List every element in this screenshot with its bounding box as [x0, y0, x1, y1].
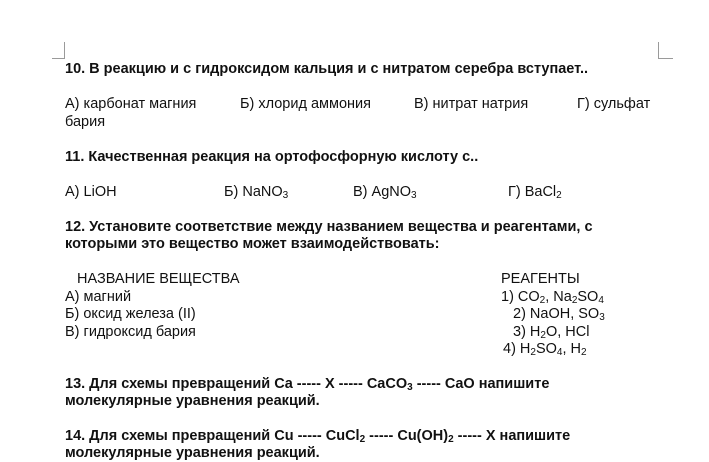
q10-option-b: Б) хлорид аммония: [240, 96, 371, 112]
q12-substance-header: НАЗВАНИЕ ВЕЩЕСТВА: [77, 271, 240, 287]
q12-reagent-2: 2) NaOH, $SO_3$: [513, 306, 605, 323]
question-13-line1: 13. Для схемы превращений Ca ----- X ----- CaCO$_3$ ----- CaO напишите: [65, 376, 550, 393]
q12-reagent-1: 1) $CO_2$, $Na_2SO_4$: [501, 289, 604, 306]
q12-substance-a: А) магний: [65, 289, 132, 305]
q12-substance-c: В) гидроксид бария: [65, 324, 196, 340]
q12-reagent-3: 3) $H_2O$, HCl: [513, 324, 590, 341]
q11-option-a: А) LiOH: [65, 184, 117, 200]
q11-option-d: Г) BaCl$_2$: [508, 184, 562, 201]
question-12-title-line1: 12. Установите соответствие между названием вещества и реагентами, с: [65, 219, 593, 235]
q10-option-d-continued: бария: [65, 114, 106, 130]
question-11-title: 11. Качественная реакция на ортофосфорную кислоту с..: [65, 149, 479, 165]
question-12-title-line2: которыми это вещество может взаимодействовать:: [65, 236, 440, 252]
q11-option-b: Б) NaNO$_3$: [224, 184, 289, 201]
q11-option-c: В) AgNO$_3$: [353, 184, 417, 201]
q12-reagent-4: 4) $H_2SO_4$, $H_2$: [503, 341, 587, 358]
q10-option-d: Г) сульфат: [577, 96, 651, 112]
q10-option-a: А) карбонат магния: [65, 96, 197, 112]
q12-reagents-header: РЕАГЕНТЫ: [501, 271, 580, 287]
margin-corner-mark-left: [52, 42, 65, 59]
question-14-line2: молекулярные уравнения реакций.: [65, 445, 320, 461]
q10-option-c: В) нитрат натрия: [414, 96, 529, 112]
question-10-title: 10. В реакцию и с гидроксидом кальция и с нитратом серебра вступает..: [65, 61, 589, 77]
question-14-line1: 14. Для схемы превращений Cu ----- CuCl$_2$ ----- $Cu(OH)_2$ ----- X напишите: [65, 428, 571, 445]
question-13-line2: молекулярные уравнения реакций.: [65, 393, 320, 409]
margin-corner-mark-right: [658, 42, 673, 59]
q12-substance-b: Б) оксид железа (II): [65, 306, 196, 322]
